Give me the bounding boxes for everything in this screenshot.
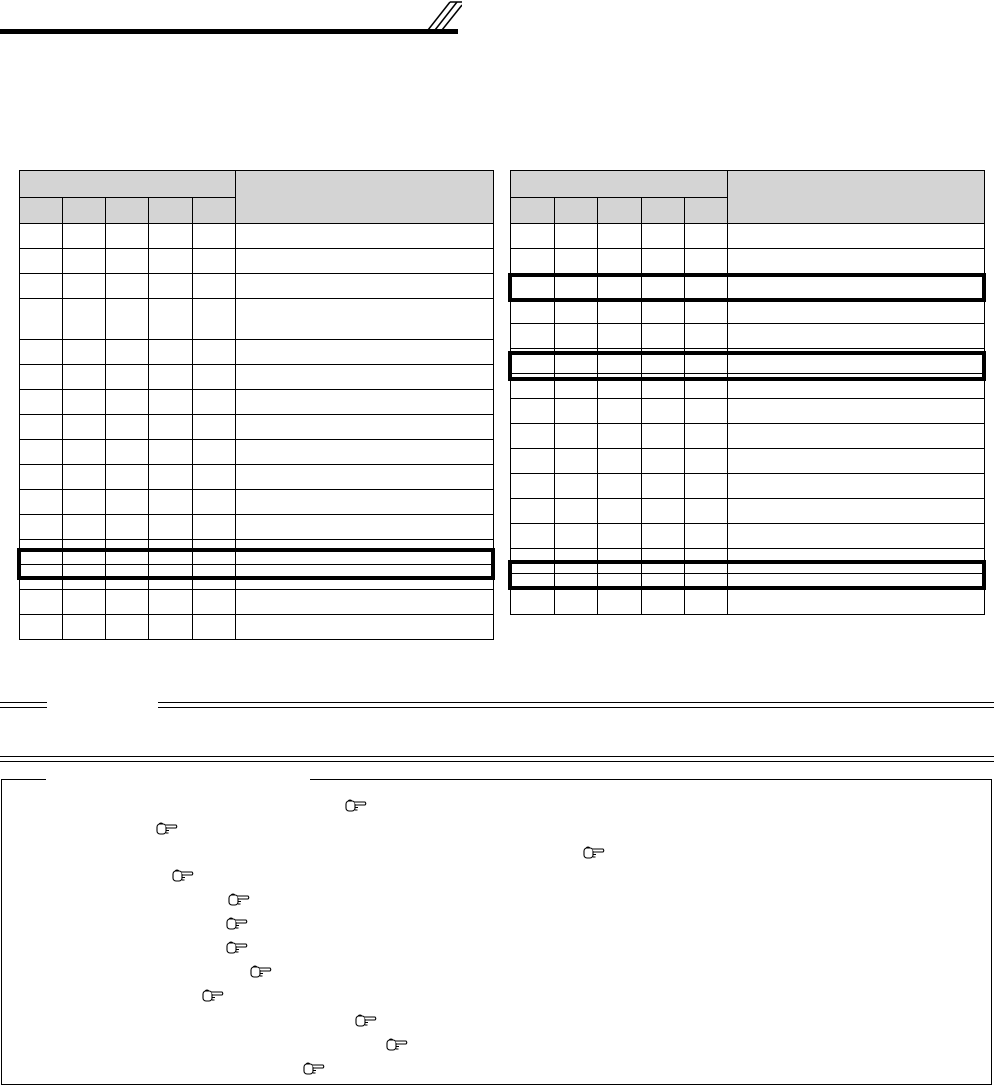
value-cell [511,249,555,274]
header-cell [555,198,598,224]
highlight-frame [17,548,495,580]
value-cell [149,515,193,540]
header-cell [511,171,728,198]
highlight-frame [508,273,986,302]
value-cell [149,490,193,515]
value-cell [106,590,149,615]
value-cell [511,399,555,424]
description-cell [236,515,494,540]
value-cell [149,224,193,249]
table-row [20,249,494,274]
highlight-frame [508,560,986,590]
value-cell [106,224,149,249]
value-cell [193,615,236,640]
value-cell [598,399,642,424]
table-row [511,299,985,324]
value-cell [193,224,236,249]
header-cell [642,198,685,224]
description-cell [728,249,985,274]
value-cell [555,324,598,349]
header-cell [106,198,149,224]
description-cell [236,590,494,615]
header-cell [149,198,193,224]
table-row [511,499,985,524]
value-cell [555,449,598,474]
table-row [20,299,494,340]
note-rule [0,756,994,757]
pointing-hand-icon[interactable] [345,798,367,813]
value-cell [106,340,149,365]
value-cell [193,440,236,465]
value-cell [511,524,555,549]
value-cell [149,390,193,415]
description-cell [236,615,494,640]
value-cell [106,490,149,515]
header-cell [20,198,63,224]
table-row [511,324,985,349]
value-cell [106,615,149,640]
table-row [20,274,494,299]
table-row [511,224,985,249]
table-row [20,490,494,515]
value-cell [106,365,149,390]
reference-box-tab [46,779,310,781]
description-cell [236,340,494,365]
value-cell [63,465,106,490]
value-cell [685,299,728,324]
value-cell [149,415,193,440]
value-cell [106,515,149,540]
value-cell [63,615,106,640]
table-row [20,365,494,390]
description-cell [236,465,494,490]
value-cell [63,299,106,340]
pointing-hand-icon[interactable] [303,1061,325,1076]
value-cell [193,274,236,299]
value-cell [149,340,193,365]
pointing-hand-icon[interactable] [226,940,248,955]
table-header-row [20,171,494,198]
description-cell [236,490,494,515]
description-cell [236,274,494,299]
value-cell [685,474,728,499]
value-cell [149,465,193,490]
value-cell [193,340,236,365]
value-cell [149,274,193,299]
table-row [20,390,494,415]
value-cell [193,390,236,415]
pointing-hand-icon[interactable] [172,868,194,883]
header-rule [0,29,458,34]
value-cell [106,415,149,440]
value-cell [642,524,685,549]
table-row [20,615,494,640]
value-cell [106,465,149,490]
value-cell [685,499,728,524]
value-cell [193,415,236,440]
value-cell [598,499,642,524]
table-row [20,340,494,365]
value-cell [598,474,642,499]
right-parameter-table [510,170,985,615]
value-cell [20,440,63,465]
value-cell [193,490,236,515]
note-rule [158,707,994,708]
note-rule [0,761,994,762]
note-rule [158,702,994,703]
value-cell [511,424,555,449]
value-cell [106,249,149,274]
table-row [511,474,985,499]
value-cell [555,224,598,249]
value-cell [511,474,555,499]
header-cell [20,171,236,198]
value-cell [193,465,236,490]
description-cell [728,424,985,449]
description-cell [236,299,494,340]
value-cell [555,299,598,324]
highlight-frame [508,351,986,381]
value-cell [149,590,193,615]
header-cell [728,171,985,224]
value-cell [685,424,728,449]
value-cell [149,440,193,465]
description-cell [236,224,494,249]
value-cell [20,415,63,440]
value-cell [149,615,193,640]
value-cell [20,515,63,540]
table-row [20,465,494,490]
value-cell [63,274,106,299]
value-cell [685,449,728,474]
value-cell [685,399,728,424]
value-cell [63,415,106,440]
note-rule [0,702,47,703]
description-cell [728,449,985,474]
value-cell [642,299,685,324]
description-cell [728,299,985,324]
value-cell [193,299,236,340]
value-cell [20,490,63,515]
value-cell [555,474,598,499]
description-cell [728,499,985,524]
value-cell [20,465,63,490]
value-cell [642,249,685,274]
value-cell [511,299,555,324]
value-cell [193,515,236,540]
value-cell [511,499,555,524]
value-cell [642,449,685,474]
value-cell [511,224,555,249]
value-cell [555,524,598,549]
value-cell [555,399,598,424]
value-cell [555,424,598,449]
value-cell [642,324,685,349]
value-cell [106,299,149,340]
table-row [20,440,494,465]
value-cell [149,249,193,274]
value-cell [193,590,236,615]
value-cell [63,390,106,415]
description-cell [236,249,494,274]
value-cell [20,590,63,615]
table-row [511,449,985,474]
value-cell [63,515,106,540]
header-cell [598,198,642,224]
description-cell [236,365,494,390]
value-cell [642,424,685,449]
table-row [20,415,494,440]
value-cell [685,224,728,249]
reference-box [1,779,992,1085]
value-cell [20,615,63,640]
value-cell [20,224,63,249]
description-cell [728,399,985,424]
description-cell [236,390,494,415]
value-cell [598,524,642,549]
table-header-row [511,171,985,198]
value-cell [106,440,149,465]
value-cell [63,490,106,515]
table-row [511,524,985,549]
value-cell [63,249,106,274]
table-row [511,249,985,274]
value-cell [20,340,63,365]
description-cell [728,324,985,349]
value-cell [642,474,685,499]
pointing-hand-icon[interactable] [156,821,178,836]
description-cell [728,224,985,249]
value-cell [642,224,685,249]
value-cell [685,524,728,549]
value-cell [106,390,149,415]
value-cell [598,224,642,249]
pointing-hand-icon[interactable] [226,916,248,931]
table-row [20,590,494,615]
value-cell [598,249,642,274]
pointing-hand-icon[interactable] [202,988,224,1003]
value-cell [63,365,106,390]
description-cell [728,524,985,549]
value-cell [20,249,63,274]
value-cell [685,249,728,274]
header-cell [193,198,236,224]
value-cell [20,299,63,340]
value-cell [511,324,555,349]
header-cell [236,171,494,224]
value-cell [63,590,106,615]
pointing-hand-icon[interactable] [583,845,605,860]
table-row [20,224,494,249]
value-cell [598,324,642,349]
value-cell [20,365,63,390]
value-cell [642,399,685,424]
value-cell [642,499,685,524]
description-cell [236,440,494,465]
value-cell [511,449,555,474]
description-cell [236,415,494,440]
value-cell [63,340,106,365]
pointing-hand-icon[interactable] [355,1013,377,1028]
pointing-hand-icon[interactable] [228,892,250,907]
header-cell [685,198,728,224]
note-rule [0,707,47,708]
corner-mark-icon [426,0,462,32]
pointing-hand-icon[interactable] [250,964,272,979]
value-cell [149,365,193,390]
description-cell [728,474,985,499]
header-cell [511,198,555,224]
table-row [511,424,985,449]
header-cell [63,198,106,224]
value-cell [598,299,642,324]
value-cell [685,324,728,349]
value-cell [20,390,63,415]
value-cell [598,424,642,449]
value-cell [598,449,642,474]
table-row [511,399,985,424]
value-cell [63,224,106,249]
value-cell [193,249,236,274]
value-cell [555,249,598,274]
table-row [20,515,494,540]
value-cell [63,440,106,465]
pointing-hand-icon[interactable] [386,1037,408,1052]
value-cell [555,499,598,524]
value-cell [106,274,149,299]
value-cell [193,365,236,390]
value-cell [149,299,193,340]
value-cell [20,274,63,299]
